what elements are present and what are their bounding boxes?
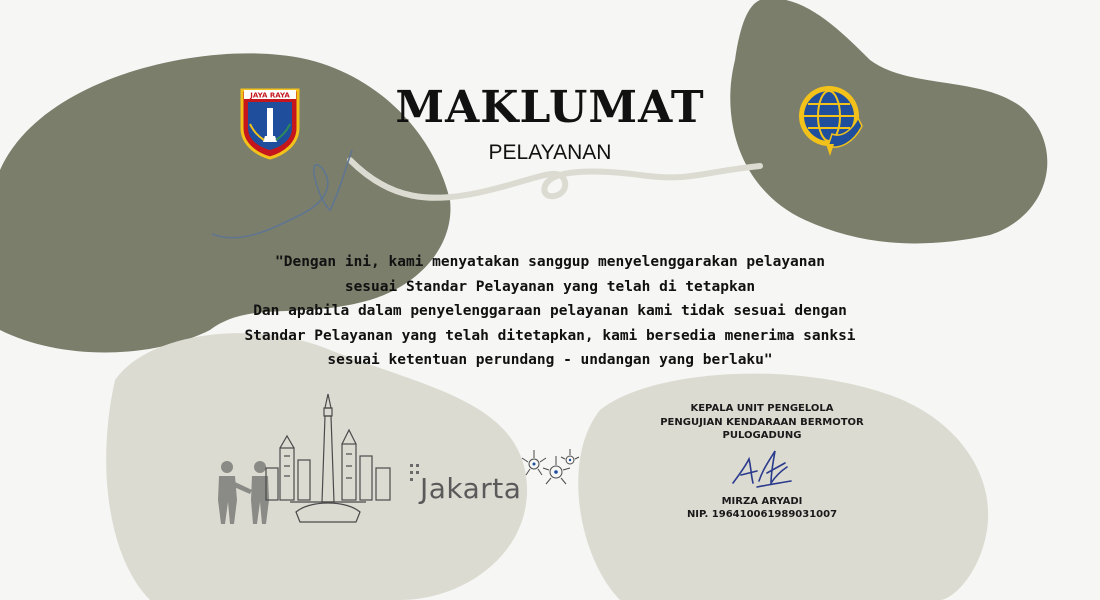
page-title: MAKLUMAT [395, 82, 705, 133]
signatory-name: MIRZA ARYADI [721, 495, 803, 507]
jakarta-emblem-logo [238, 84, 302, 160]
page-subtitle: PELAYANAN [488, 141, 612, 164]
statement-line: sesuai ketentuan perundang - undangan yang berlaku" [327, 352, 773, 368]
statement-text [200, 250, 900, 373]
monas-skyline-icon [266, 394, 390, 522]
position-line: PULOGADUNG [722, 430, 802, 441]
handwritten-signature-icon [727, 445, 797, 495]
handshake-monas-illustration [210, 390, 420, 540]
position-line: PENGUJIAN KENDARAAN BERMOTOR [660, 416, 864, 428]
statement-line: Standar Pelayanan yang telah ditetapkan, kami bersedia menerima sanksi [244, 327, 856, 344]
statement-line: "Dengan ini, kami menyatakan sanggup menyelenggarakan pelayanan [275, 254, 825, 270]
signatory-nip: NIP. 196410061989031007 [686, 509, 838, 520]
position-line: KEPALA UNIT PENGELOLA [690, 403, 834, 414]
dishub-globe-logo [796, 80, 866, 160]
emblem-banner-text: JAYA RAYA [250, 91, 290, 100]
statement-line: sesuai Standar Pelayanan yang telah di tetapkan [344, 278, 756, 295]
firework-decoration-icon [518, 446, 580, 496]
signature-block [640, 402, 884, 522]
statement-line: Dan apabila dalam penyelenggaraan pelayanan kami tidak sesuai dengan [253, 303, 847, 319]
jakarta-wordmark: Jakarta [420, 472, 522, 505]
dark-blob-right [730, 0, 1047, 243]
handshake-people-icon [218, 461, 269, 524]
